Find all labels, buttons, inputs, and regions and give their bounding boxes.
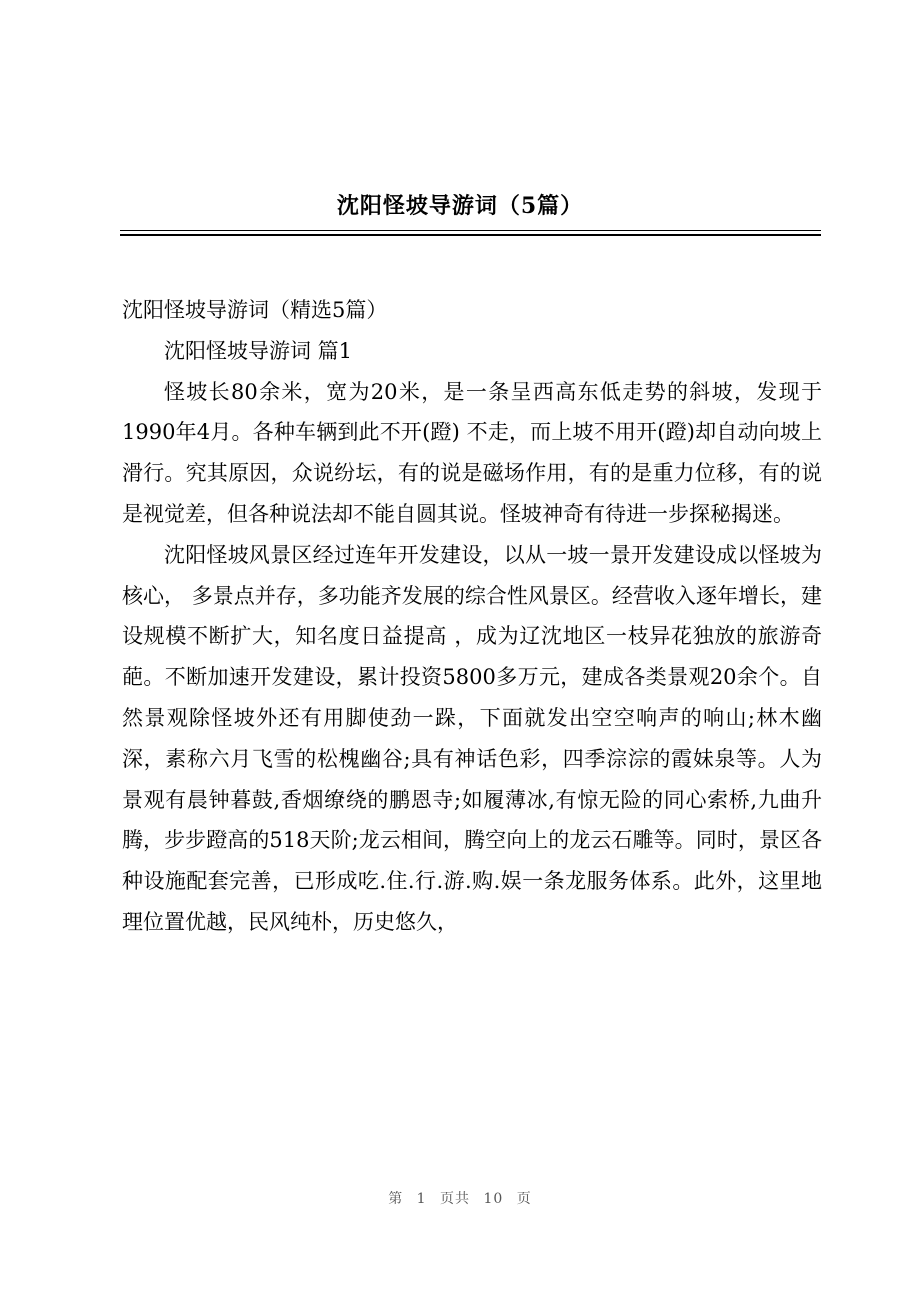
footer-total-pages: 10 [483, 1191, 504, 1207]
footer-middle: 页共 [440, 1191, 471, 1207]
document-title: 沈阳怪坡导游词（5篇） [336, 193, 584, 219]
title-divider-thick [120, 234, 821, 236]
footer-page-number: 1 [416, 1191, 427, 1207]
section-heading: 沈阳怪坡导游词 篇1 [164, 338, 353, 363]
footer-suffix: 页 [516, 1191, 532, 1207]
page-footer [0, 1188, 920, 1208]
document-body [122, 290, 822, 943]
document-subtitle: 沈阳怪坡导游词（精选5篇） [122, 298, 388, 322]
body-paragraph: 沈阳怪坡风景区经过连年开发建设，以从一坡一景开发建设成以怪坡为核心， 多景点并存，多功能齐发展的综合性风景区。经营收入逐年增长，建设规模不断扩大，知名度日益提高 ，成为辽沈地区一枝异花独放的旅游奇葩。不断加速开发建设，累计投资5800多万元，建成各类景观20余个。自然景观除怪坡外还有用脚使劲一跺，下面就发出空空响声的响山;林木幽深，素称六月飞雪的松槐幽谷;具有神话色彩，四季淙淙的霞妹泉等。人为景观有晨钟暮鼓,香烟缭绕的鹏恩寺;如履薄冰,有惊无险的同心索桥,九曲升腾，步步蹬高的518天阶;龙云相间，腾空向上的龙云石雕等。同时，景区各种设施配套完善，已形成吃.住.行.游.购.娱一条龙服务体系。此外，这里地理位置优越，民风纯朴，历史悠久， [122, 542, 822, 934]
body-paragraph: 怪坡长80余米，宽为20米，是一条呈西高东低走势的斜坡，发现于1990年4月。各种车辆到此不开(蹬) 不走，而上坡不用开(蹬)却自动向坡上滑行。究其原因，众说纷坛，有的说是磁场作用，有的是重力位移，有的说是视觉差，但各种说法却不能自圆其说。怪坡神奇有待进一步探秘揭迷。 [122, 379, 822, 526]
footer-prefix: 第 [388, 1191, 404, 1207]
title-divider-thin [120, 230, 821, 231]
